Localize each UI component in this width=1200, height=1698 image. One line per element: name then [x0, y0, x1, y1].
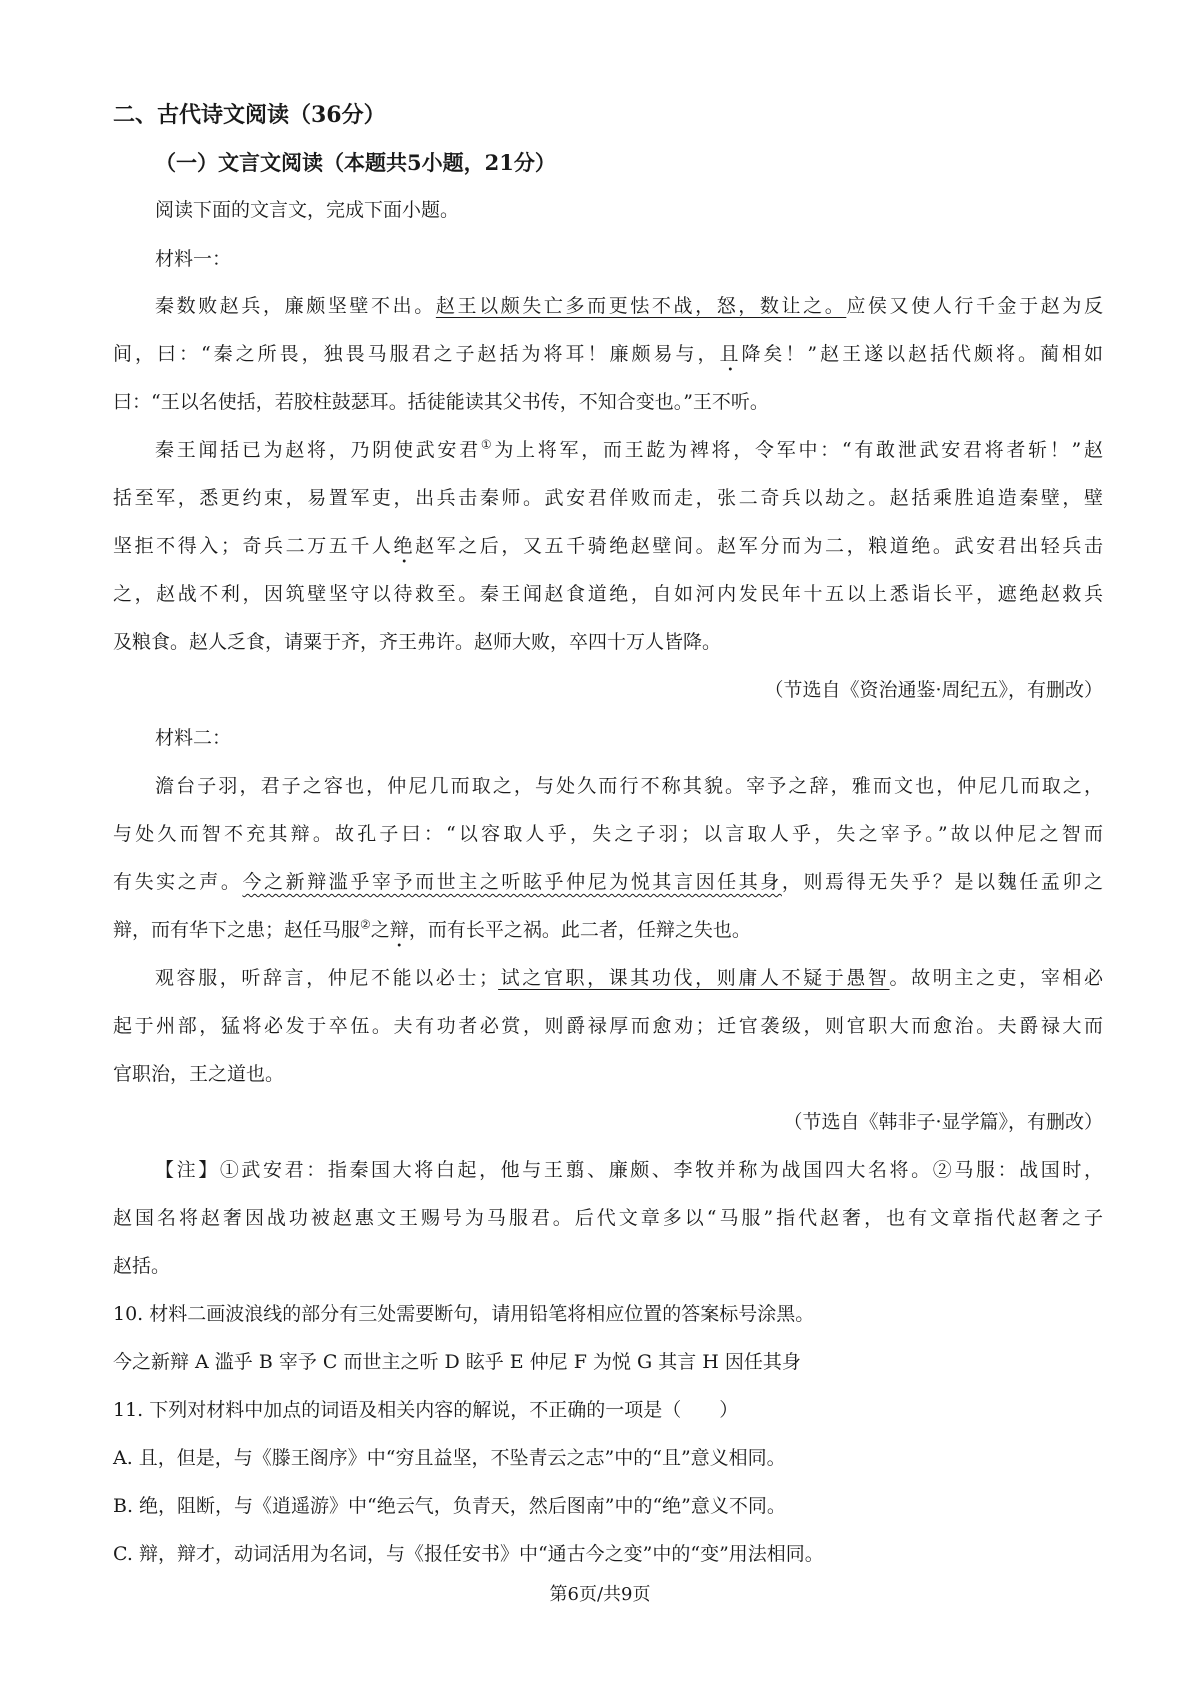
material1-line-7: 之，赵战不利，因筑壁坚守以待救至。秦王闻赵食道绝，自如河内发民年十五以上悉诣长平，遮绝赵救兵 — [113, 583, 1103, 605]
instruction: 阅读下面的文言文，完成下面小题。 — [155, 199, 460, 221]
material2-line-1: 澹台子羽，君子之容也，仲尼几而取之，与处久而行不称其貌。宰予之辞，雅而文也，仲尼几而取之， — [155, 775, 1103, 797]
material2-line-5: 观容服，听辞言，仲尼不能以必士；试之官职，课其功伐，则庸人不疑于愚智。故明主之吏，宰相必 — [155, 967, 1103, 989]
subsection-title: （一）文言文阅读（本题共5小题，21分） — [155, 150, 556, 175]
material2-label: 材料二： — [155, 727, 232, 749]
question-11-option-b: B. 绝，阻断，与《逍遥游》中“绝云气，负青天，然后图南”中的“绝”意义不同。 — [113, 1495, 786, 1517]
question-10-options: 今之新辩 A 滥乎 B 宰予 C 而世主之听 D 眩乎 E 仲尼 F 为悦 G 其言 H 因任其身 — [113, 1351, 801, 1373]
question-11-stem: 11. 下列对材料中加点的词语及相关内容的解说，不正确的一项是（ ） — [113, 1399, 739, 1421]
material1-source: （节选自《资治通鉴·周纪五》，有删改） — [764, 679, 1103, 701]
material1-label: 材料一： — [155, 248, 232, 270]
dotted-word-jue: 绝 — [393, 535, 416, 557]
material2-line-6: 起于州部，猛将必发于卒伍。夫有功者必赏，则爵禄厚而愈劝；迁官袭级，则官职大而愈治。夫爵禄大而 — [113, 1015, 1103, 1037]
material2-source: （节选自《韩非子·显学篇》，有删改） — [783, 1111, 1103, 1133]
material1-line-5: 括至军，悉更约束，易置军吏，出兵击秦师。武安君佯败而走，张二奇兵以劫之。赵括乘胜追造秦壁，壁 — [113, 487, 1103, 509]
material1-line-8: 及粮食。赵人乏食，请粟于齐，齐王弗许。赵师大败，卒四十万人皆降。 — [113, 631, 722, 653]
material1-line-1: 秦数败赵兵，廉颇坚壁不出。赵王以颇失亡多而更怯不战，怒，数让之。应侯又使人行千金于赵为反 — [155, 295, 1103, 317]
question-10-stem: 10. 材料二画波浪线的部分有三处需要断句，请用铅笔将相应位置的答案标号涂黑。 — [113, 1303, 815, 1325]
material2-line-3: 有失实之声。今之新辩滥乎宰予而世主之听眩乎仲尼为悦其言因任其身，则焉得无失乎？是以魏任孟卯之 — [113, 871, 1103, 893]
wavy-underlined-passage: 今之新辩滥乎宰予而世主之听眩乎仲尼为悦其言因任其身 — [242, 871, 782, 893]
notes-line-1: 【注】①武安君：指秦国大将白起，他与王翦、廉颇、李牧并称为战国四大名将。②马服：战国时， — [155, 1159, 1103, 1181]
question-11-option-a: A. 且，但是，与《滕王阁序》中“穷且益坚，不坠青云之志”中的“且”意义相同。 — [113, 1447, 786, 1469]
underlined-sentence-2: 试之官职，课其功伐，则庸人不疑于愚智 — [498, 967, 890, 989]
dotted-word-qie: 且 — [719, 343, 742, 365]
material2-line-2: 与处久而智不充其辩。故孔子曰：“以容取人乎，失之子羽；以言取人乎，失之宰予。”故以仲尼之智而 — [113, 823, 1103, 845]
material2-line-7: 官职治，王之道也。 — [113, 1063, 285, 1085]
dotted-word-bian: 辩 — [389, 919, 409, 941]
material1-line-3: 曰：“王以名使括，若胶柱鼓瑟耳。括徒能读其父书传，不知合变也。”王不听。 — [113, 391, 769, 413]
material2-line-4: 辩，而有华下之患；赵任马服②之辩，而有长平之祸。此二者，任辩之失也。 — [113, 917, 751, 941]
notes-line-3: 赵括。 — [113, 1255, 171, 1277]
footnote-marker-2: ② — [360, 917, 371, 932]
question-11-option-c: C. 辩，辩才，动词活用为名词，与《报任安书》中“通古今之变”中的“变”用法相同。 — [113, 1543, 824, 1565]
material1-line-4: 秦王闻括已为赵将，乃阴使武安君①为上将军，而王龁为裨将，令军中：“有敢泄武安君将者斩！”赵 — [155, 437, 1103, 461]
page-footer: 第6页/共9页 — [549, 1584, 651, 1605]
section-title: 二、古代诗文阅读（36分） — [113, 102, 386, 128]
material1-line-2: 间，曰：“秦之所畏，独畏马服君之子赵括为将耳！廉颇易与，且降矣！”赵王遂以赵括代颇将。蔺相如 — [113, 343, 1103, 365]
material1-line-6: 坚拒不得入；奇兵二万五千人绝赵军之后，又五千骑绝赵壁间。赵军分而为二，粮道绝。武安君出轻兵击 — [113, 535, 1103, 557]
notes-line-2: 赵国名将赵奢因战功被赵惠文王赐号为马服君。后代文章多以“马服”指代赵奢，也有文章指代赵奢之子 — [113, 1207, 1103, 1229]
underlined-sentence-1: 赵王以颇失亡多而更怯不战，怒，数让之。 — [435, 295, 847, 317]
footnote-marker-1: ① — [480, 437, 495, 452]
